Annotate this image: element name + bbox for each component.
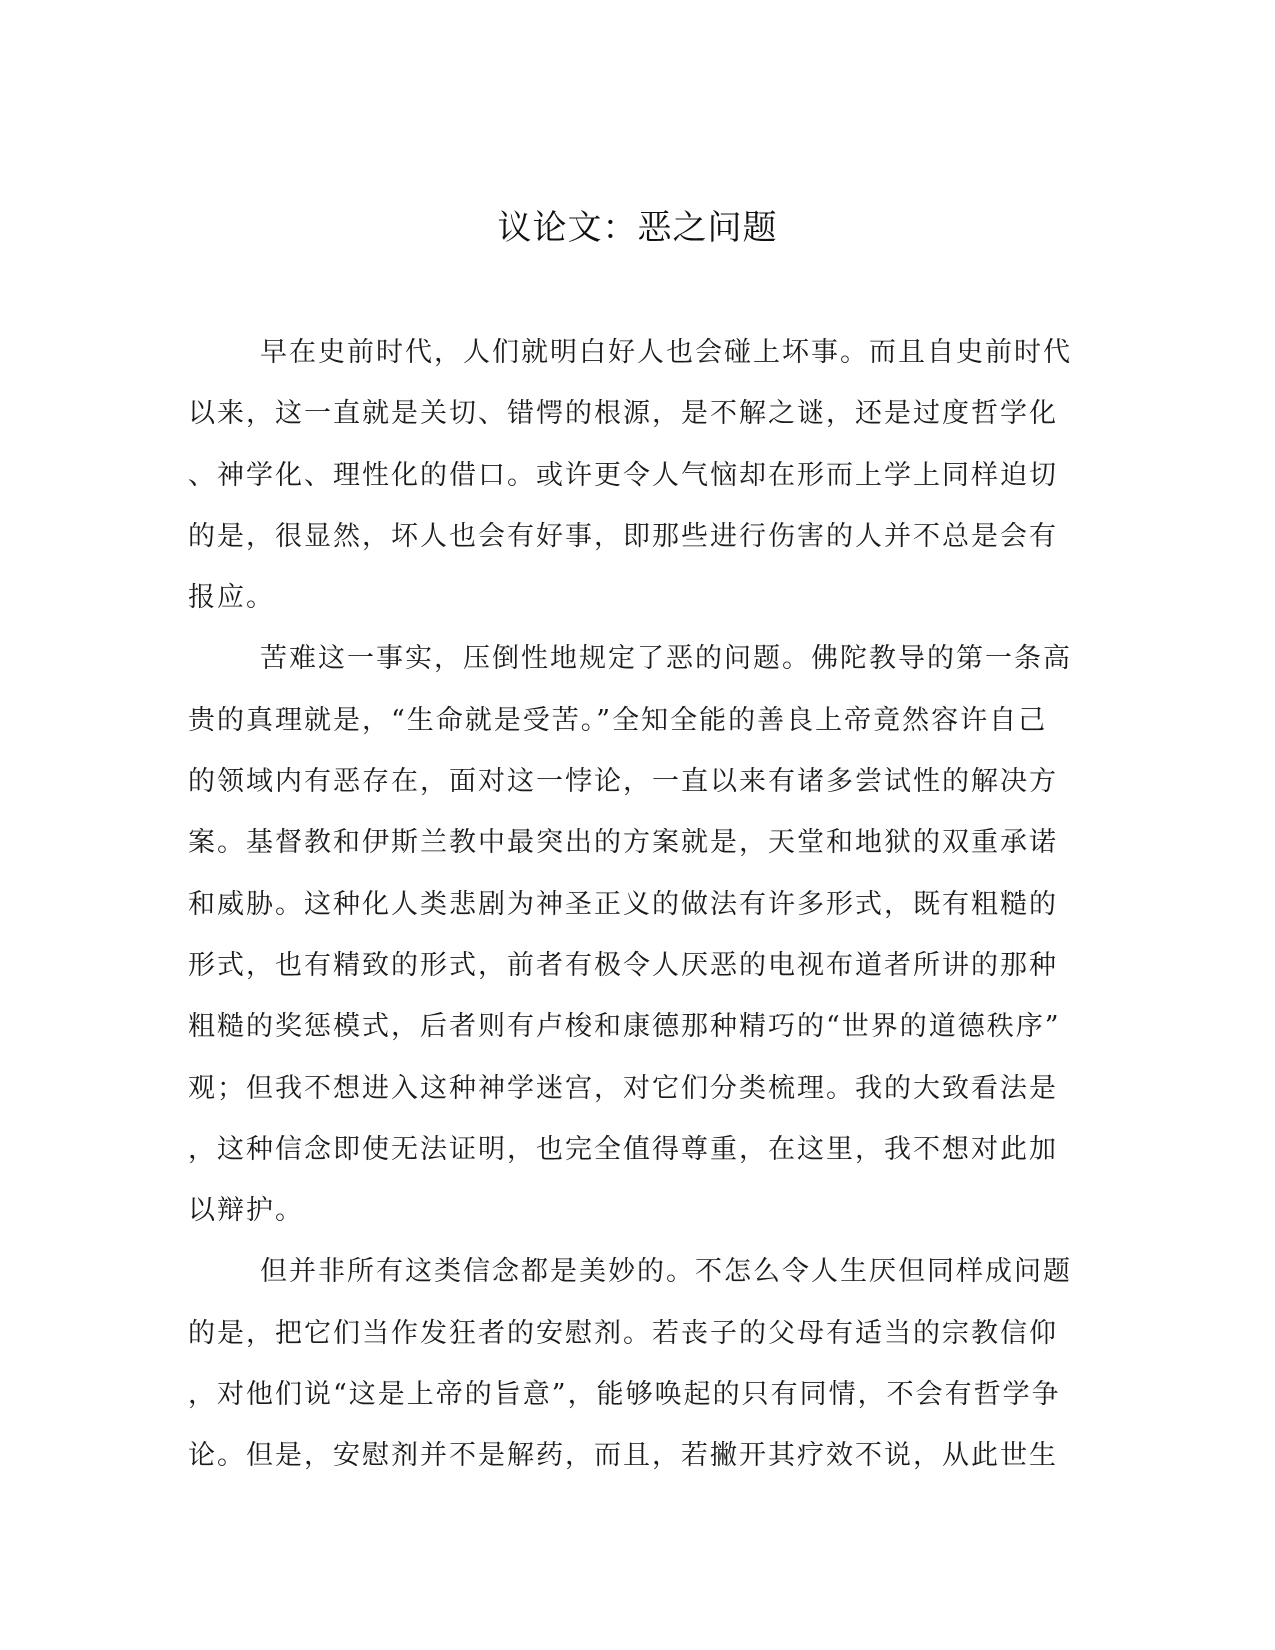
paragraph-2-line-10: 以辩护。	[188, 1195, 304, 1227]
paragraph-2-line-4: 案。基督教和伊斯兰教中最突出的方案就是，天堂和地狱的双重承诺	[188, 827, 1058, 859]
paragraph-2-line-6: 形式，也有精致的形式，前者有极令人厌恶的电视布道者所讲的那种	[188, 949, 1058, 981]
paragraph-2-line-8: 观；但我不想进入这种神学迷宫，对它们分类梳理。我的大致看法是	[188, 1072, 1058, 1104]
paragraph-3-line-1: 但并非所有这类信念都是美妙的。不怎么令人生厌但同样成问题	[260, 1256, 1072, 1288]
paragraph-2-line-1: 苦难这一事实，压倒性地规定了恶的问题。佛陀教导的第一条高	[260, 643, 1072, 675]
paragraph-2-line-7: 粗糙的奖惩模式，后者则有卢梭和康德那种精巧的“世界的道德秩序”	[188, 1011, 1061, 1043]
paragraph-3-line-4: 论。但是，安慰剂并不是解药，而且，若撇开其疗效不说，从此世生	[188, 1440, 1058, 1472]
paragraph-2-line-9: ，这种信念即使无法证明，也完全值得尊重，在这里，我不想对此加	[188, 1133, 1058, 1165]
paragraph-2-line-3: 的领域内有恶存在，面对这一悖论，一直以来有诸多尝试性的解决方	[188, 766, 1058, 798]
paragraph-2-line-2: 贵的真理就是，“生命就是受苦。”全知全能的善良上帝竟然容许自己	[188, 704, 1048, 736]
paragraph-1-line-5: 报应。	[188, 582, 275, 614]
document-title: 议论文：恶之问题	[497, 208, 778, 248]
paragraph-1-line-4: 的是，很显然，坏人也会有好事，即那些进行伤害的人并不总是会有	[188, 520, 1058, 552]
paragraph-2-line-5: 和威胁。这种化人类悲剧为神圣正义的做法有许多形式，既有粗糙的	[188, 888, 1058, 920]
paragraph-1-line-1: 早在史前时代，人们就明白好人也会碰上坏事。而且自史前时代	[260, 337, 1072, 368]
document-body	[188, 322, 1074, 1487]
paragraph-1-line-2: 以来，这一直就是关切、错愕的根源，是不解之谜，还是过度哲学化	[188, 398, 1058, 430]
paragraph-3-line-3: ，对他们说“这是上帝的旨意”，能够唤起的只有同情，不会有哲学争	[188, 1379, 1061, 1411]
paragraph-1-line-3: 、神学化、理性化的借口。或许更令人气恼却在形而上学上同样迫切	[188, 459, 1058, 491]
paragraph-3-line-2: 的是，把它们当作发狂者的安慰剂。若丧子的父母有适当的宗教信仰	[188, 1317, 1058, 1349]
